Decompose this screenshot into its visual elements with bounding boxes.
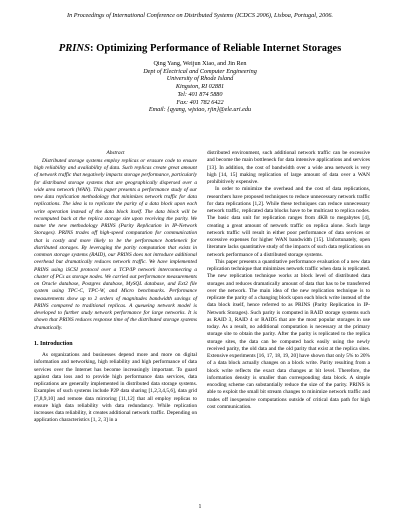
proceedings-header: In Proceedings of International Conference on Distributed Systems (ICDCS 2006), Lisboa, Portugal, 2006. [67, 12, 333, 19]
affiliation-line: Tel: 401 874 5880 [177, 90, 223, 98]
affiliation-line: University of Rhode Island [166, 75, 234, 83]
section-heading-introduction: 1. Introduction [34, 340, 73, 347]
affiliation-line: Dept of Electrical and Computer Engineering [143, 67, 257, 75]
body-paragraph: This paper presents a quantitative performance evaluation of a new data replication technique that minimizes network traffic when data is replicated. The new replication technique works at block level of distributed data storages and reduces dramatically amount of data that has to be transferred over the network. The main idea of the new replication technique is to replicate the parity of a changing block upon each block write instead of the data block itself, hence referred to as PRINS (Parity Replication in IP-Network Storages). Such parity is computed in RAID storage systems such as RAID 3, RAID 4 or RAID5 that are the most popular storages in use today. As a result, no additional computation is necessary at the primary storage site to obtain the parity. After the parity is replicated to the replica storage sites, the data can be computed back easily using the newly received parity, the old data and the old parity that exist at the replica sites. Extensive experiments [16, 17, 18, 19, 20] have shown that only 5% to 20% of a data block actually changes on a block write. Parity resulting from a block write reflects the exact data changes at bit level. Therefore, the information density is smaller than corresponding data block. A simple encoding scheme can substantially reduce the size of the parity. PRINS is able to exploit the small bit stream changes to minimize network traffic and trades off inexpensive computations outside of critical data path for high cost communication. [207, 258, 370, 410]
body-paragraph: distributed environment, such additional network traffic can be excessive and become the main bottleneck for data intensive applications and services [13]. In addition, the cost of bandwidth over a wide area network is very high [14, 15] making replication of large amount of data over a WAN prohibitively expensive. [207, 150, 370, 185]
author-block [0, 60, 400, 114]
right-column [207, 150, 370, 411]
title-text: : Optimizing Performance of Reliable Internet Storages [89, 43, 342, 54]
affiliation-line: Kingston, RI 02881 [175, 83, 225, 91]
affiliation-line: Fax: 401 782 6422 [176, 98, 224, 106]
title-acronym: PRINS [58, 43, 90, 54]
body-paragraph: In order to minimize the overhead and the cost of data replications, researchers have proposed techniques to reduce unnecessary network traffic for data replications [1,2]. While these techniques can reduce unnecessary network traffic, replicated data blocks have to be multicast to replica nodes. The basic data unit for replication ranges from 4KB to megabytes [4], creating a great amount of network traffic on replica alone. Such large network traffic will result in either poor performance of data services or excessive expenses for higher WAN bandwidth [15]. Unfortunately, open literature lacks quantitative study of the impacts of such data replications on network performance of a distributed storage systems. [207, 186, 370, 258]
page-number: 1 [198, 504, 202, 510]
author-names: Qing Yang, Weijun Xiao, and Jin Ren [153, 60, 247, 67]
abstract-text: Distributed storage systems employ replicas or erasure code to ensure high reliability and availability of data. Such replicas create great amount of network traffic that negatively impacts storage performance, particularly for distributed storage systems that are geographically dispersed over a wide area network (WAN). This paper presents a performance study of our new data replication methodology that minimizes network traffic for data replications. The idea is to replicate the parity of a data block upon each write operation instead of the data block itself. The data block will be recomputed back at the replica storage site upon receiving the parity. We name the new methodology PRINS (Parity Replication in IP-Network Storages). PRINS trades off high-speed computation for communication that is costly and more likely to be the performance bottleneck for distributed storages. By leveraging the parity computation that exists in common storage systems (RAID), our PRINS does not introduce additional overhead but dramatically reduces network traffic. We have implemented PRINS using iSCSI protocol over a TCP/IP network interconnecting a cluster of PCs as storage nodes. We carried out performance measurements on Oracle database, Postgres database, MySQL database, and Ext2 file system using TPC-C, TPC-W, and Micro benchmarks. Performance measurements show up to 2 orders of magnitudes bandwidth savings of PRINS compared to traditional replicas. A queueing network model is developed to further study network performance for large networks. It is shown that PRINS reduces response time of the distributed storage systems dramatically. [34, 157, 197, 331]
introduction-paragraph: As organizations and businesses depend more and more on digital information and networking, high reliability and high performance of data services over the Internet has become increasingly important. To guard against data loss and to provide high performance data services, data replications are generally implemented in distributed data storage systems. Examples of such systems include P2P data sharing [1,2,3,4,5,6], data grid [7,8,9,10] and remote data mirroring [11,12] that all employ replicas to ensure high data reliability with data redundancy. While replication increases data reliability, it creates additional network traffic. Depending on application characteristics [1, 2, 3] in a [34, 352, 197, 424]
abstract-heading: Abstract [106, 150, 125, 156]
author-email: Email: {qyang, wjxiao, rjin}@ele.uri.edu [148, 106, 252, 114]
paper-title [0, 43, 400, 54]
left-column [34, 150, 197, 425]
